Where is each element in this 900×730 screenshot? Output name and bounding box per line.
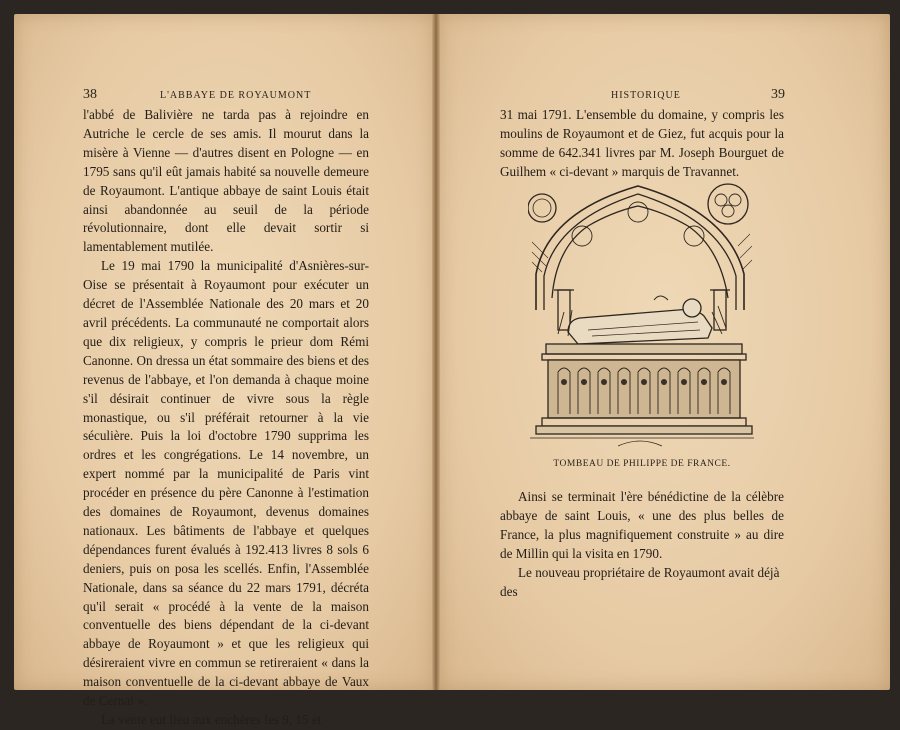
tomb-illustration (528, 182, 756, 450)
book-gutter (432, 14, 440, 690)
illustration-caption: TOMBEAU DE PHILIPPE DE FRANCE. (553, 459, 731, 469)
left-running-head: L'ABBAYE DE ROYAUMONT (160, 90, 312, 101)
right-page-top-text (500, 106, 784, 182)
paragraph: Ainsi se terminait l'ère bénédictine de la célèbre abbaye de saint Louis, « une des plus belles de France, la plus magnifiquement construite » au dire de Millin qui la visita en 1790. (500, 489, 784, 561)
paragraph: Le nouveau propriétaire de Royaumont avait déjà des (500, 564, 780, 599)
left-page-body (83, 106, 369, 730)
paragraph: La vente eut lieu aux enchères les 9, 15 et (101, 712, 322, 727)
right-running-head: HISTORIQUE (611, 90, 681, 101)
right-page-bottom-text (500, 488, 784, 601)
right-page-number: 39 (771, 87, 785, 102)
left-page-number: 38 (83, 87, 97, 102)
paragraph: Le 19 mai 1790 la municipalité d'Asnières-sur-Oise se présentait à Royaumont pour exécuter un décret de l'Assemblée Nationale des 20 mars et 20 avril précédents. La communauté ne comportait alors que dix religieux, y compris le prieur dom Rémi Canonne. On dressa un état sommaire des biens et des revenus de l'abbaye, et l'on demanda à chaque moine s'il désirait continuer de vivre sous la règle monastique, ou s'il préférait retourner à la vie séculière. Puis la loi d'octobre 1790 supprima les ordres et les congrégations. Le 14 novembre, un expert nommé par la municipalité de Paris vint procéder en présence du père Canonne à l'estimation des domaines de Royaumont, devenus domaines nationaux. Les bâtiments de l'abbaye et quelques dépendances furent évalués à 192.413 livres 8 sols 6 deniers, puis on posa les scellés. Enfin, l'Assemblée Nationale, dans sa séance du 22 mars 1791, décréta qu'il serait « procédé à la vente de la maison conventuelle des biens dépendant de la ci-devant abbaye de Royaumont » et que les religieux qui désireraient vivre en commun se retireraient « dans la maison conventuelle de la ci-devant abbaye de Vaux de Cernai ». (83, 258, 369, 709)
paragraph: l'abbé de Balivière ne tarda pas à rejoindre en Autriche le cercle de ses amis. Il mourut dans la misère à Vienne — d'autres disent en Pologne — en 1795 sans qu'il eût jamais habité sa nouvelle demeure de Royaumont. L'antique abbaye de saint Louis était ainsi abandonnée au seuil de la période révolutionnaire, dont elle devait sortir si lamentablement mutilée. (83, 107, 369, 255)
paragraph: 31 mai 1791. L'ensemble du domaine, y compris les moulins de Royaumont et de Giez, fut acquis pour la somme de 642.341 livres par M. Joseph Bourguet de Guilhem « ci-devant » marquis de Travannet. (500, 107, 784, 179)
